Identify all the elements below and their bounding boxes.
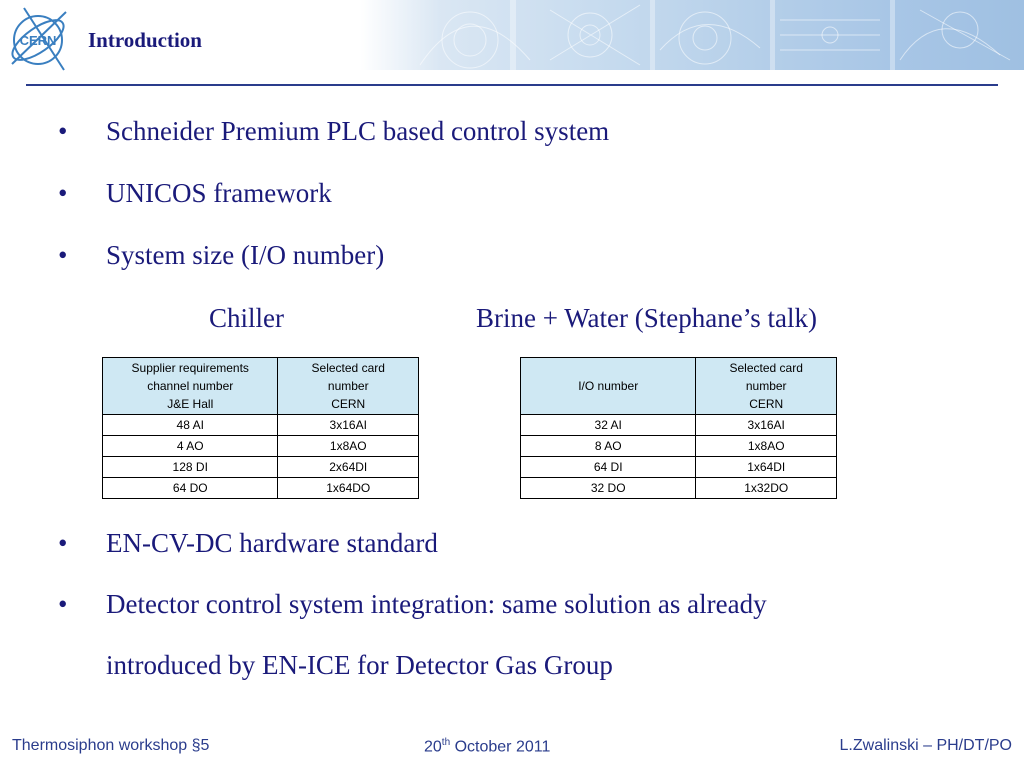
bullet-item (58, 240, 384, 271)
bullet-icon: • (58, 240, 68, 270)
footer-author: L.Zwalinski – PH/DT/PO (839, 737, 1012, 754)
cern-logo (4, 4, 74, 74)
table-cell: 1x32DO (696, 478, 837, 499)
table-row (521, 436, 837, 457)
table-row (521, 478, 837, 499)
bullet-text: Detector control system integration: same solution as already (106, 589, 767, 619)
slide-title: Introduction (88, 28, 202, 52)
table-row (103, 457, 419, 478)
header-banner-image (360, 0, 1024, 70)
table-cell: 64 DO (103, 478, 278, 499)
footer-date: 20th October 2011 (424, 737, 551, 756)
table-row (103, 478, 419, 499)
chiller-io-table (102, 357, 419, 499)
bullet-item (58, 528, 438, 559)
table-header-row (103, 358, 419, 415)
table-header-cell: Supplier requirements channel number J&E Hall (103, 358, 278, 415)
table-cell: 1x8AO (696, 436, 837, 457)
table-header-cell: I/O number (521, 358, 696, 415)
table-row (103, 415, 419, 436)
table-row (521, 457, 837, 478)
bullet-item (58, 178, 332, 209)
subhead-brine-water: Brine + Water (Stephane’s talk) (476, 303, 817, 333)
brine-water-io-table (520, 357, 837, 499)
table-row (521, 415, 837, 436)
bullet-icon: • (58, 116, 68, 146)
footer-workshop: Thermosiphon workshop §5 (12, 737, 210, 754)
table-cell: 4 AO (103, 436, 278, 457)
table-cell: 32 DO (521, 478, 696, 499)
table-header-row (521, 358, 837, 415)
bullet-text: System size (I/O number) (106, 240, 385, 270)
table-cell: 1x64DO (278, 478, 419, 499)
bullet-text: Schneider Premium PLC based control system (106, 116, 610, 146)
bullet-text: EN-CV-DC hardware standard (106, 528, 438, 558)
table-header-cell: Selected card number CERN (278, 358, 419, 415)
table-cell: 64 DI (521, 457, 696, 478)
title-divider (26, 84, 998, 86)
table-cell: 1x8AO (278, 436, 419, 457)
bullet-text: UNICOS framework (106, 178, 332, 208)
table-cell: 3x16AI (278, 415, 419, 436)
cern-logo-text: CERN (19, 33, 57, 48)
table-header-cell: Selected card number CERN (696, 358, 837, 415)
table-cell: 2x64DI (278, 457, 419, 478)
table-cell: 8 AO (521, 436, 696, 457)
bullet-item (58, 589, 767, 620)
bullet-item (58, 116, 609, 147)
table-cell: 128 DI (103, 457, 278, 478)
table-cell: 48 AI (103, 415, 278, 436)
bullet-icon: • (58, 589, 68, 619)
bullet-continuation-text: introduced by EN-ICE for Detector Gas Group (106, 650, 613, 680)
bullet-icon: • (58, 528, 68, 558)
table-row (103, 436, 419, 457)
table-cell: 32 AI (521, 415, 696, 436)
bullet-icon: • (58, 178, 68, 208)
table-cell: 1x64DI (696, 457, 837, 478)
subhead-chiller: Chiller (209, 303, 284, 333)
table-cell: 3x16AI (696, 415, 837, 436)
